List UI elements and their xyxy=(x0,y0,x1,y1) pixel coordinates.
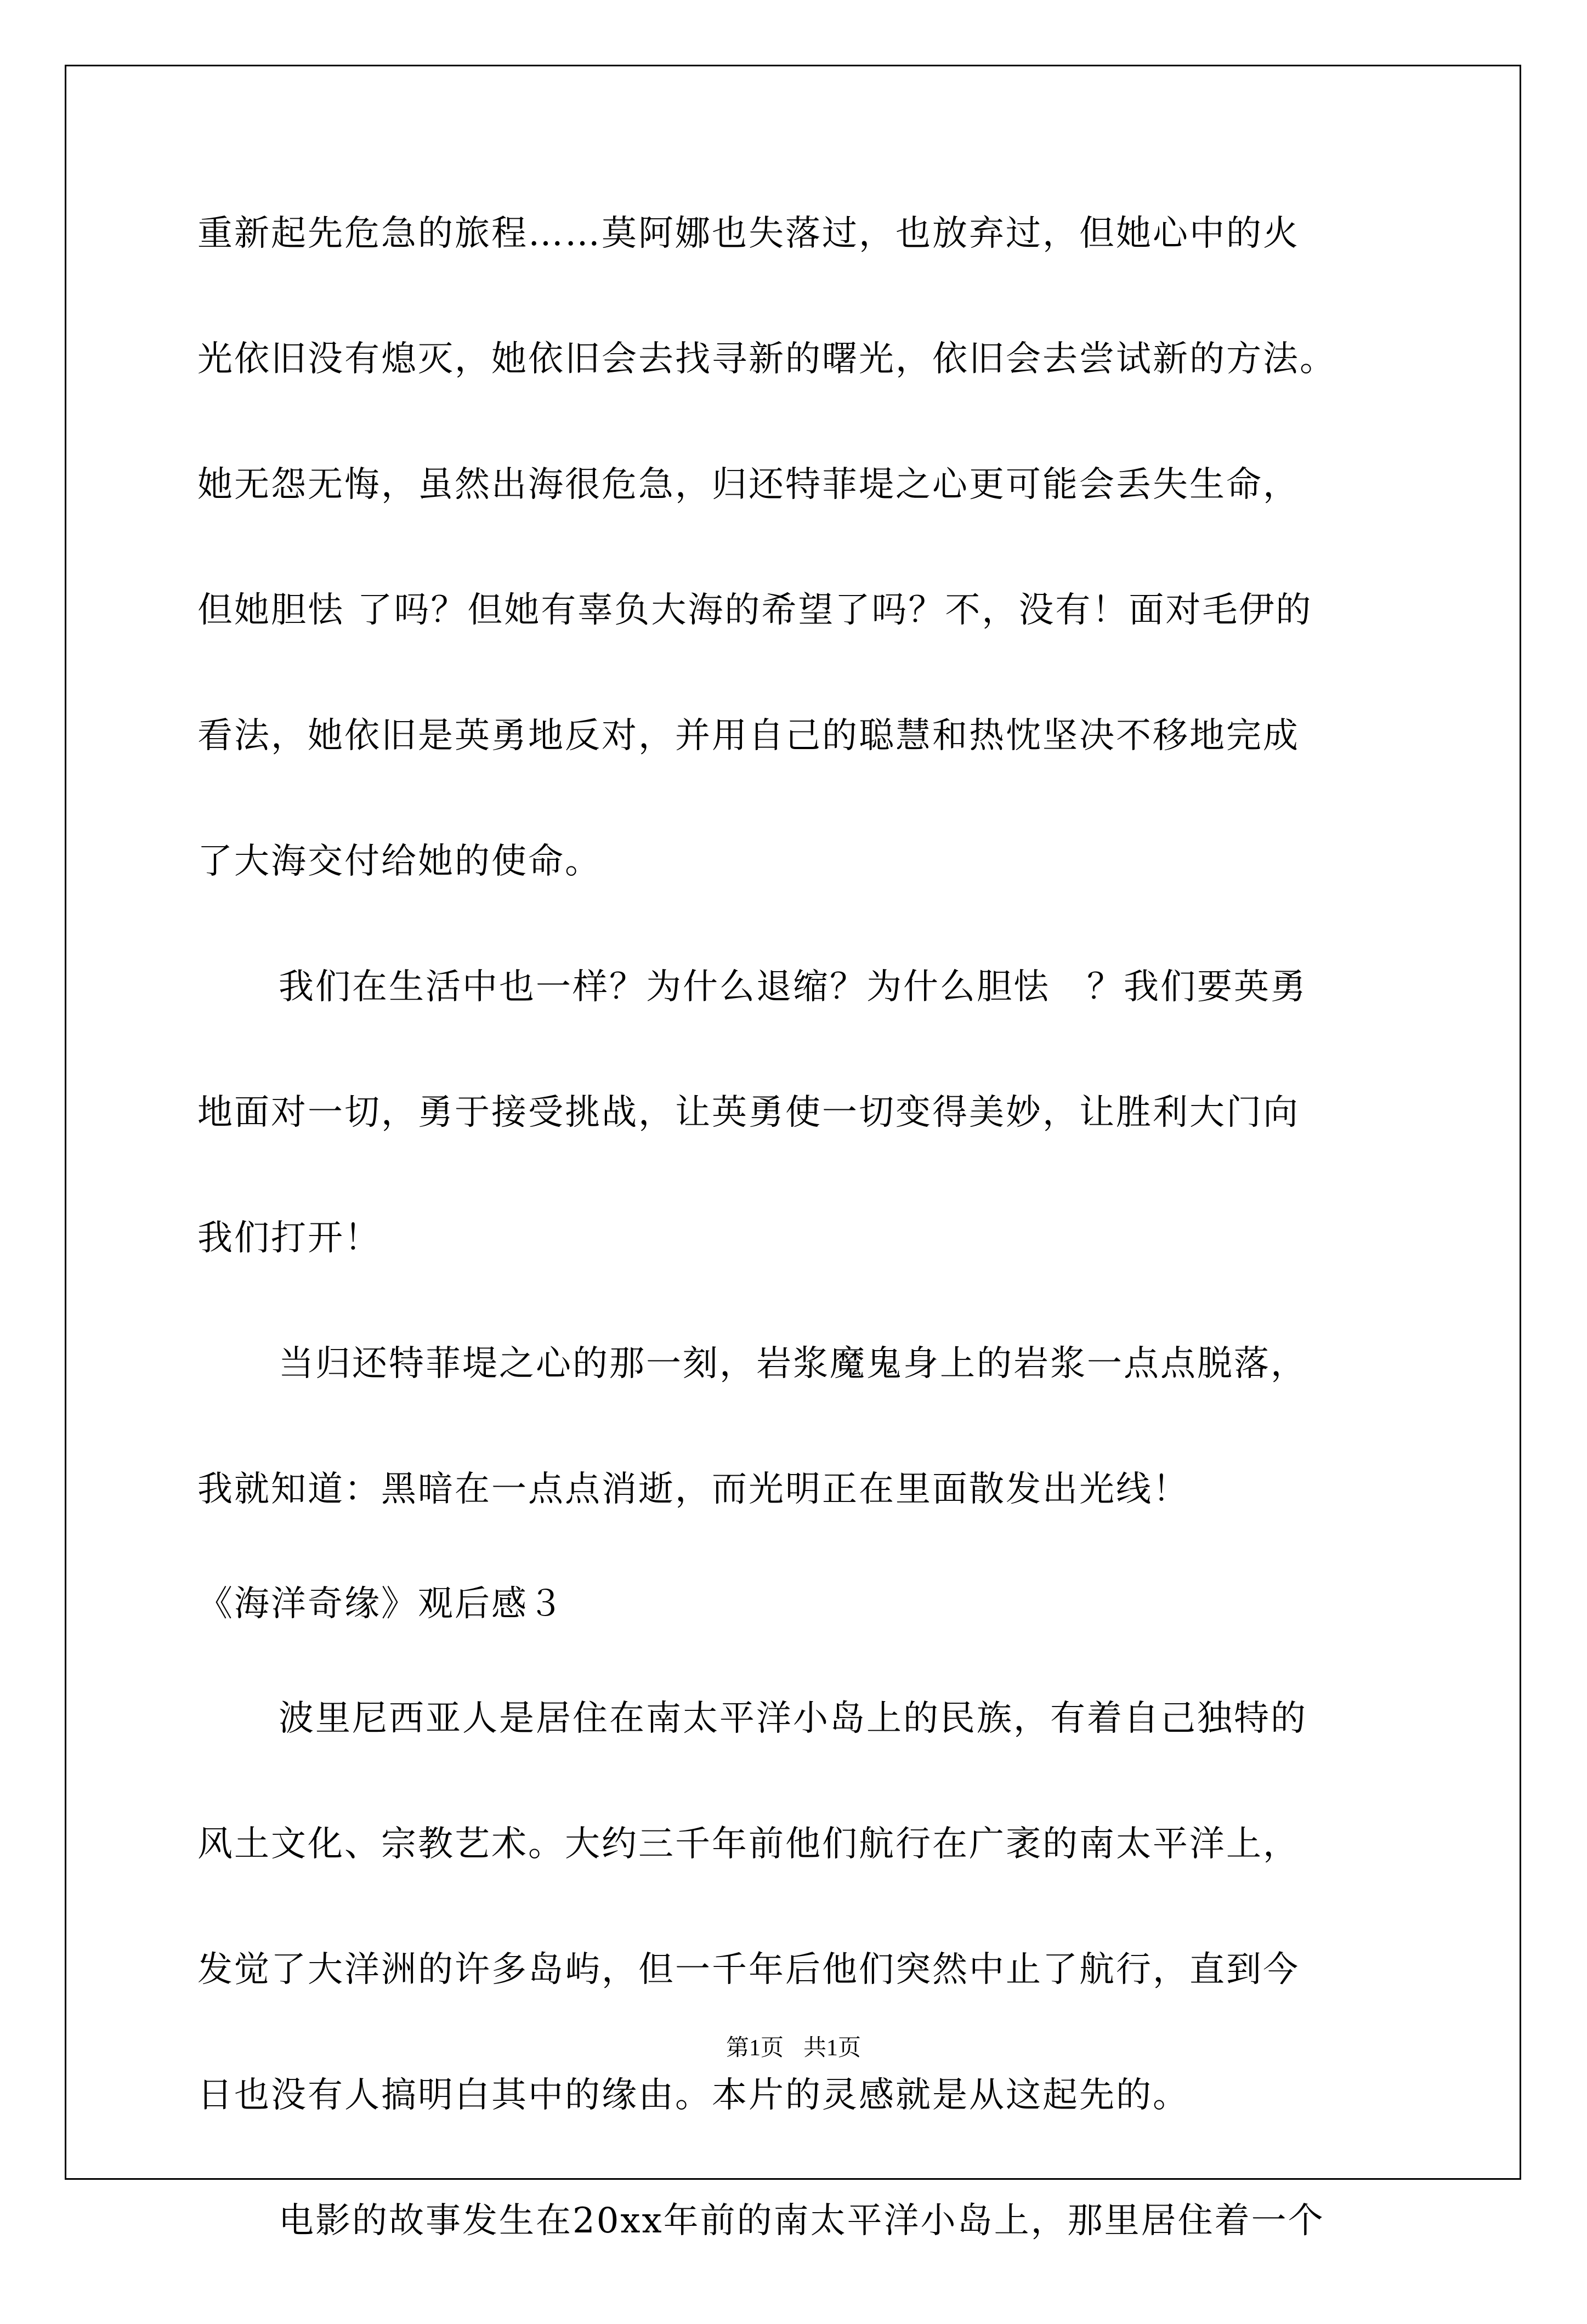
text-line: 但她胆怯 了吗？但她有辜负大海的希望了吗？不，没有！面对毛伊的 xyxy=(197,590,1313,631)
text-line: 光依旧没有熄灭，她依旧会去找寻新的曙光，依旧会去尝试新的方法。 xyxy=(197,339,1336,379)
paragraph-start-line: 波里尼西亚人是居住在南太平洋小岛上的民族，有着自己独特的 xyxy=(279,1698,1307,1739)
text-line: 重新起先危急的旅程……莫阿娜也失落过，也放弃过，但她心中的火 xyxy=(197,213,1300,254)
text-line: 日也没有人搞明白其中的缘由。本片的灵感就是从这起先的。 xyxy=(197,2075,1189,2116)
page-footer xyxy=(0,2034,1587,2062)
section-heading: 《海洋奇缘》观后感３ xyxy=(197,1584,565,1624)
text-line: 了大海交付给她的使命。 xyxy=(197,841,602,882)
text-line: 看法，她依旧是英勇地反对，并用自己的聪慧和热忱坚决不移地完成 xyxy=(197,716,1300,756)
text-line: 地面对一切，勇于接受挑战，让英勇使一切变得美妙，让胜利大门向 xyxy=(197,1092,1300,1133)
text-line: 我就知道：黑暗在一点点消逝，而光明正在里面散发出光线！ xyxy=(197,1469,1189,1510)
text-line: 我们打开！ xyxy=(197,1218,381,1259)
paragraph-start-line: 电影的故事发生在20xx年前的南太平洋小岛上，那里居住着一个 xyxy=(279,2201,1325,2241)
total-pages: 共1页 xyxy=(803,2036,861,2061)
document-body xyxy=(197,211,1382,2324)
text-line: 风土文化、宗教艺术。大约三千年前他们航行在广袤的南太平洋上， xyxy=(197,1824,1300,1864)
page-number: 第1页 xyxy=(726,2036,784,2061)
text-line: 她无怨无悔，虽然出海很危急，归还特菲堤之心更可能会丢失生命， xyxy=(197,464,1300,505)
paragraph-start-line: 当归还特菲堤之心的那一刻，岩浆魔鬼身上的岩浆一点点脱落， xyxy=(279,1344,1307,1384)
text-line: 发觉了大洋洲的许多岛屿，但一千年后他们突然中止了航行，直到今 xyxy=(197,1949,1300,1990)
paragraph-start-line: 我们在生活中也一样？为什么退缩？为什么胆怯 ？我们要英勇 xyxy=(279,967,1307,1007)
